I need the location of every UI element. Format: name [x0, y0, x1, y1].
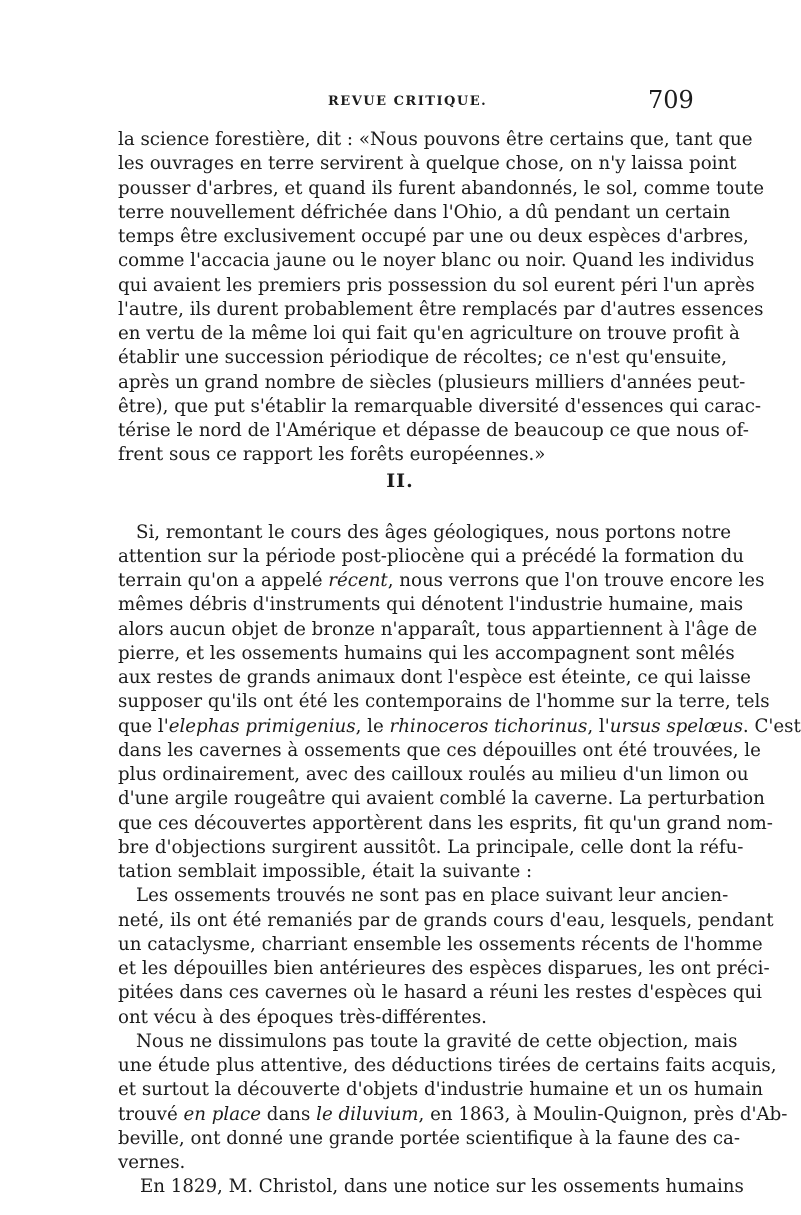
- text-line: pitées dans ces cavernes où le hasard a réuni les restes d'espèces qui: [118, 982, 762, 1003]
- text-line: tation semblait impossible, était la suivante :: [118, 861, 533, 882]
- text-line: vernes.: [118, 1152, 186, 1173]
- text-line: après un grand nombre de siècles (plusieurs milliers d'années peut-: [118, 372, 746, 393]
- text-line: bre d'objections surgirent aussitôt. La principale, celle dont la réfu-: [118, 837, 744, 858]
- italic-term: le diluvium: [316, 1104, 419, 1125]
- running-title: REVUE CRITIQUE.: [328, 94, 488, 109]
- text-line: être), que put s'établir la remarquable diversité d'essences qui carac-: [118, 396, 762, 417]
- text-line: Nous ne dissimulons pas toute la gravité de cette objection, mais: [136, 1031, 738, 1052]
- italic-term: récent: [328, 570, 388, 591]
- text-line: alors aucun objet de bronze n'apparaît, tous appartiennent à l'âge de: [118, 619, 758, 640]
- text-line: plus ordinairement, avec des cailloux roulés au milieu d'un limon ou: [118, 764, 749, 785]
- text-line: temps être exclusivement occupé par une ou deux espèces d'arbres,: [118, 226, 749, 247]
- text-line: d'une argile rougeâtre qui avaient comblé la caverne. La perturbation: [118, 788, 765, 809]
- text-line: supposer qu'ils ont été les contemporains de l'homme sur la terre, tels: [118, 691, 770, 712]
- text-line: Les ossements trouvés ne sont pas en place suivant leur ancien-: [136, 885, 729, 906]
- italic-term: rhinoceros tichorinus: [389, 716, 588, 737]
- text-line: terre nouvellement défrichée dans l'Ohio, a dû pendant un certain: [118, 202, 731, 223]
- text-line: un cataclysme, charriant ensemble les ossements récents de l'homme: [118, 934, 763, 955]
- italic-term: ursus spelœus: [609, 716, 743, 737]
- text-line: et surtout la découverte d'objets d'industrie humaine et un os humain: [118, 1079, 763, 1100]
- page-number: 709: [648, 86, 694, 114]
- section-heading: II.: [386, 470, 414, 492]
- text-line: la science forestière, dit : «Nous pouvons être certains que, tant que: [118, 129, 753, 150]
- text-line: En 1829, M. Christol, dans une notice sur les ossements humains: [140, 1176, 744, 1197]
- text-line: trouvé en place dans le diluvium, en 1863, à Moulin-Quignon, près d'Ab-: [118, 1104, 788, 1125]
- text-line: pousser d'arbres, et quand ils furent abandonnés, le sol, comme toute: [118, 178, 764, 199]
- text-line: Si, remontant le cours des âges géologiques, nous portons notre: [136, 522, 731, 543]
- text-line: une étude plus attentive, des déductions tirées de certains faits acquis,: [118, 1055, 777, 1076]
- text-line: terrain qu'on a appelé récent, nous verrons que l'on trouve encore les: [118, 570, 765, 591]
- text-line: l'autre, ils durent probablement être remplacés par d'autres essences: [118, 299, 764, 320]
- text-line: aux restes de grands animaux dont l'espèce est éteinte, ce qui laisse: [118, 667, 751, 688]
- text-line: que ces découvertes apportèrent dans les esprits, fit qu'un grand nom-: [118, 813, 773, 834]
- text-line: neté, ils ont été remaniés par de grands cours d'eau, lesquels, pendant: [118, 910, 774, 931]
- text-line: frent sous ce rapport les forêts européennes.»: [118, 444, 546, 465]
- text-line: en vertu de la même loi qui fait qu'en agriculture on trouve profit à: [118, 323, 740, 344]
- italic-term: elephas primigenius: [168, 716, 356, 737]
- text-line: beville, ont donné une grande portée scientifique à la faune des ca-: [118, 1128, 741, 1149]
- text-line: et les dépouilles bien antérieures des espèces disparues, les ont préci-: [118, 958, 770, 979]
- text-line: les ouvrages en terre servirent à quelque chose, on n'y laissa point: [118, 153, 737, 174]
- text-line: que l'elephas primigenius, le rhinoceros tichorinus, l'ursus spelœus. C'est: [118, 716, 801, 737]
- italic-term: en place: [183, 1104, 262, 1125]
- text-line: ont vécu à des époques très-différentes.: [118, 1007, 487, 1028]
- text-line: térise le nord de l'Amérique et dépasse de beaucoup ce que nous of-: [118, 420, 749, 441]
- text-line: dans les cavernes à ossements que ces dépouilles ont été trouvées, le: [118, 740, 761, 761]
- text-line: comme l'accacia jaune ou le noyer blanc ou noir. Quand les individus: [118, 250, 755, 271]
- text-line: attention sur la période post-pliocène qui a précédé la formation du: [118, 546, 744, 567]
- text-line: qui avaient les premiers pris possession du sol eurent péri l'un après: [118, 275, 755, 296]
- text-line: mêmes débris d'instruments qui dénotent l'industrie humaine, mais: [118, 594, 744, 615]
- text-line: pierre, et les ossements humains qui les accompagnent sont mêlés: [118, 643, 735, 664]
- text-line: établir une succession périodique de récoltes; ce n'est qu'ensuite,: [118, 347, 728, 368]
